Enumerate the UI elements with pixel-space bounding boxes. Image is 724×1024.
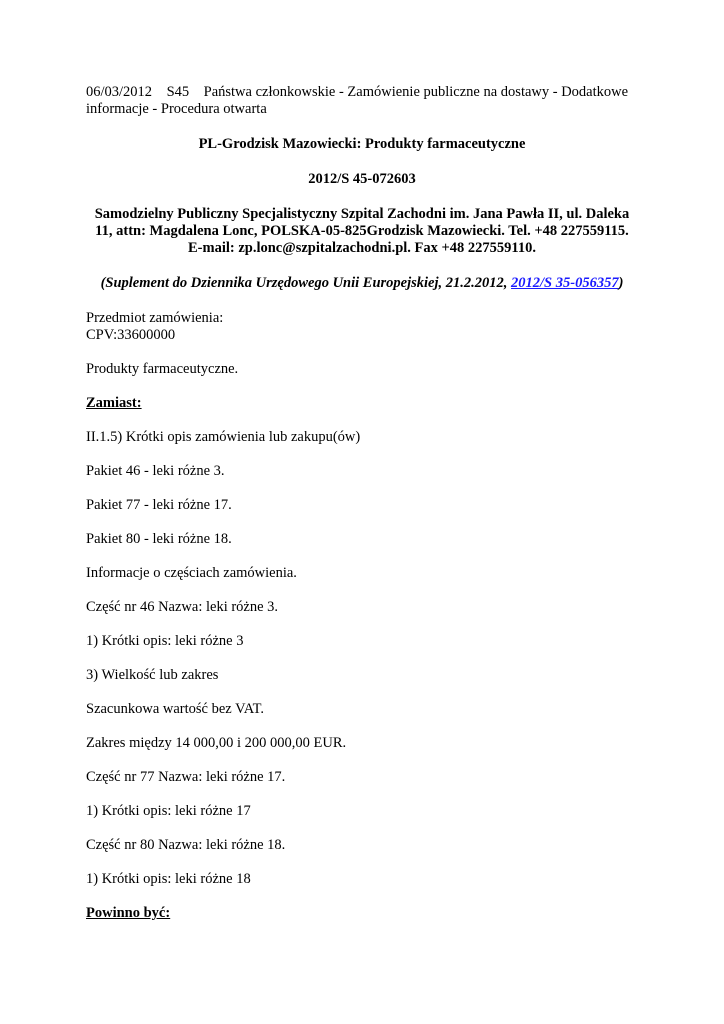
notice-description-line1: Państwa członkowskie - Zamówienie publiczne na dostawy - Dodatkowe: [203, 84, 629, 100]
authority-line2: 11, attn: Magdalena Lonc, POLSKA-05-825Grodzisk Mazowiecki. Tel. +48 227559115.: [95, 223, 629, 239]
content-line: Szacunkowa wartość bez VAT.: [86, 701, 264, 717]
notice-description-line2: informacje - Procedura otwarta: [86, 101, 267, 117]
supplement-reference: [86, 275, 638, 292]
authority-line1: Samodzielny Publiczny Specjalistyczny Szpital Zachodni im. Jana Pawła II, ul. Daleka: [94, 206, 630, 222]
supplement-suffix: ): [618, 275, 624, 291]
instead-heading: Zamiast:: [86, 395, 142, 411]
should-be-heading: Powinno być:: [86, 905, 171, 921]
notice-series: S45: [166, 84, 190, 100]
content-line: Pakiet 77 - leki różne 17.: [86, 497, 232, 513]
content-line: Pakiet 80 - leki różne 18.: [86, 531, 232, 547]
content-line: Informacje o częściach zamówienia.: [86, 565, 297, 581]
cpv-code: CPV:33600000: [86, 327, 176, 343]
document-page: [86, 84, 638, 939]
content-line: 1) Krótki opis: leki różne 17: [86, 803, 251, 819]
subject-label: Przedmiot zamówienia:: [86, 310, 224, 326]
notice-header: [86, 84, 638, 118]
notice-title: PL-Grodzisk Mazowiecki: Produkty farmaceutyczne: [198, 136, 526, 152]
notice-reference: 2012/S 45-072603: [308, 171, 416, 187]
subject-section: [86, 310, 638, 344]
content-line: II.1.5) Krótki opis zamówienia lub zakupu(ów): [86, 429, 361, 445]
content-line: Część nr 80 Nazwa: leki różne 18.: [86, 837, 286, 853]
subject-description: Produkty farmaceutyczne.: [86, 361, 239, 377]
content-line: 1) Krótki opis: leki różne 3: [86, 633, 244, 649]
authority-line3: E-mail: zp.lonc@szpitalzachodni.pl. Fax +48 227559110.: [187, 240, 536, 256]
notice-date: 06/03/2012: [86, 84, 153, 100]
content-line: 3) Wielkość lub zakres: [86, 667, 219, 683]
content-line: Zakres między 14 000,00 i 200 000,00 EUR.: [86, 735, 347, 751]
content-line: Pakiet 46 - leki różne 3.: [86, 463, 225, 479]
content-line: Część nr 46 Nazwa: leki różne 3.: [86, 599, 279, 615]
content-line: 1) Krótki opis: leki różne 18: [86, 871, 251, 887]
contracting-authority: [86, 206, 638, 257]
supplement-prefix: (Suplement do Dziennika Urzędowego Unii Europejskiej, 21.2.2012,: [100, 275, 512, 291]
content-line: Część nr 77 Nazwa: leki różne 17.: [86, 769, 286, 785]
supplement-link[interactable]: 2012/S 35-056357: [511, 275, 619, 291]
